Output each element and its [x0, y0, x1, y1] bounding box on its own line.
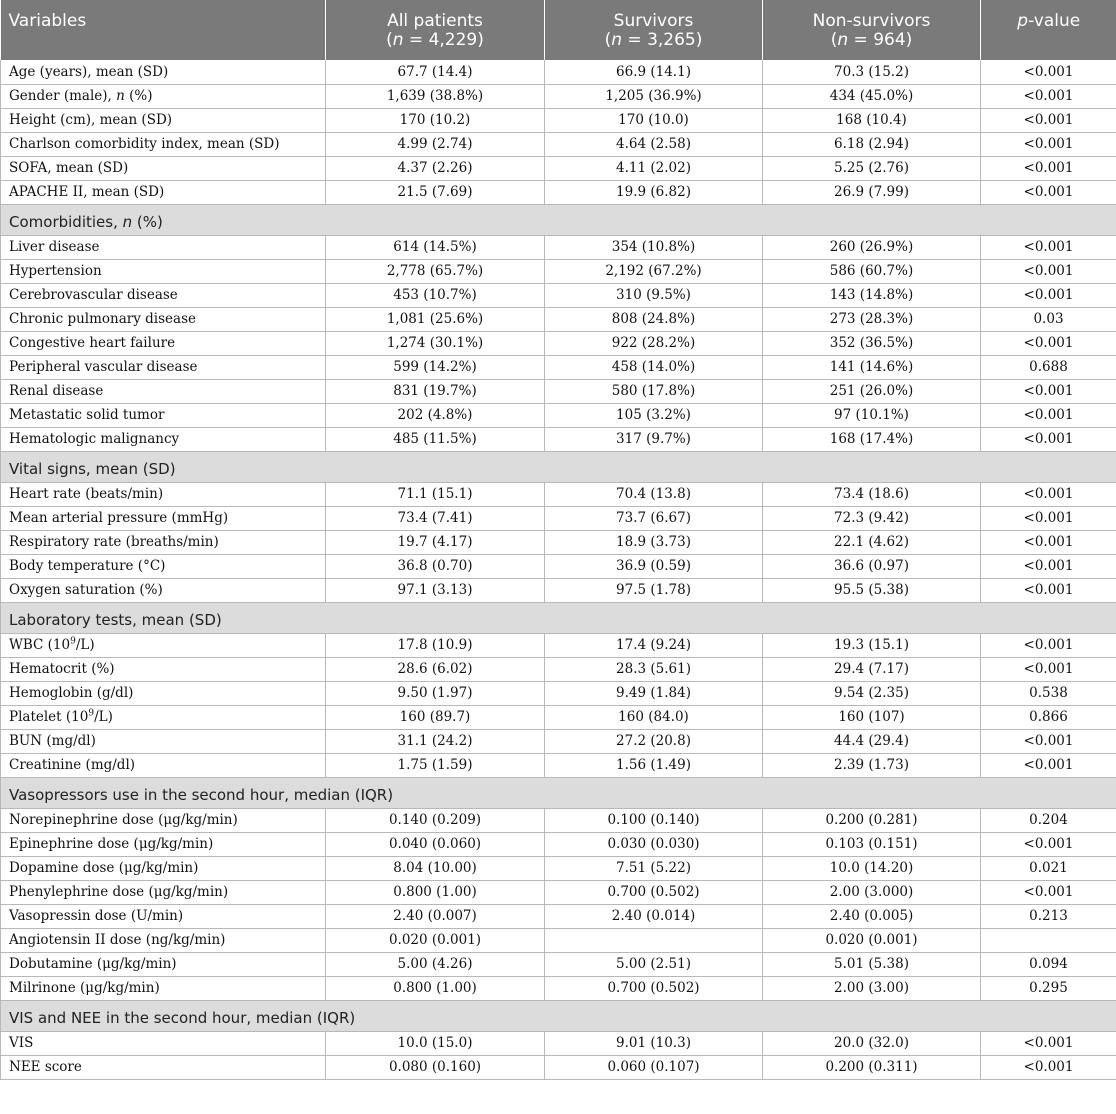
p-value: <0.001 — [981, 180, 1116, 204]
all-patients-value: 17.8 (10.9) — [326, 633, 545, 657]
all-patients-value: 1,274 (30.1%) — [326, 331, 545, 355]
p-value: <0.001 — [981, 331, 1116, 355]
table-row — [1, 482, 1116, 506]
non-survivors-value: 2.00 (3.00) — [763, 976, 981, 1000]
p-value: 0.295 — [981, 976, 1116, 1000]
p-value: <0.001 — [981, 84, 1116, 108]
table-row — [1, 976, 1116, 1000]
survivors-value: 0.060 (0.107) — [545, 1055, 763, 1079]
variable-label: Dobutamine (μg/kg/min) — [1, 952, 326, 976]
header-non-survivors-count: = 964) — [848, 30, 913, 50]
survivors-value: 2,192 (67.2%) — [545, 259, 763, 283]
p-value: 0.866 — [981, 705, 1116, 729]
all-patients-value: 4.37 (2.26) — [326, 156, 545, 180]
p-value: <0.001 — [981, 753, 1116, 777]
variable-label: Height (cm), mean (SD) — [1, 108, 326, 132]
all-patients-value: 0.140 (0.209) — [326, 808, 545, 832]
variable-label: Mean arterial pressure (mmHg) — [1, 506, 326, 530]
survivors-value: 808 (24.8%) — [545, 307, 763, 331]
section-title: Vital signs, mean (SD) — [1, 451, 1116, 482]
all-patients-value: 8.04 (10.00) — [326, 856, 545, 880]
variable-label: Liver disease — [1, 235, 326, 259]
non-survivors-value: 352 (36.5%) — [763, 331, 981, 355]
p-value: <0.001 — [981, 832, 1116, 856]
p-value: <0.001 — [981, 729, 1116, 753]
p-value: <0.001 — [981, 283, 1116, 307]
non-survivors-value: 0.200 (0.281) — [763, 808, 981, 832]
header-all-n: n — [392, 30, 404, 50]
p-value: <0.001 — [981, 578, 1116, 602]
table-row — [1, 578, 1116, 602]
non-survivors-value: 2.00 (3.000) — [763, 880, 981, 904]
section-title-part: Comorbidities, — [9, 212, 123, 231]
section-title: Vasopressors use in the second hour, median (IQR) — [1, 777, 1116, 808]
p-value: 0.213 — [981, 904, 1116, 928]
survivors-value: 105 (3.2%) — [545, 403, 763, 427]
all-patients-value: 202 (4.8%) — [326, 403, 545, 427]
all-patients-value: 21.5 (7.69) — [326, 180, 545, 204]
variable-label: Hematocrit (%) — [1, 657, 326, 681]
section-header-vasopressors — [1, 777, 1116, 808]
all-patients-value: 0.040 (0.060) — [326, 832, 545, 856]
variable-label: Creatinine (mg/dl) — [1, 753, 326, 777]
variable-label: VIS — [1, 1031, 326, 1055]
non-survivors-value: 434 (45.0%) — [763, 84, 981, 108]
non-survivors-value: 97 (10.1%) — [763, 403, 981, 427]
all-patients-value: 0.800 (1.00) — [326, 976, 545, 1000]
variable-label: Charlson comorbidity index, mean (SD) — [1, 132, 326, 156]
p-value: <0.001 — [981, 657, 1116, 681]
all-patients-value: 10.0 (15.0) — [326, 1031, 545, 1055]
header-survivors-n: n — [611, 30, 623, 50]
table-row — [1, 952, 1116, 976]
non-survivors-value: 141 (14.6%) — [763, 355, 981, 379]
non-survivors-value: 2.39 (1.73) — [763, 753, 981, 777]
variable-label — [1, 84, 326, 108]
survivors-value: 18.9 (3.73) — [545, 530, 763, 554]
label-part: Platelet (10 — [9, 709, 89, 725]
table-row — [1, 283, 1116, 307]
label-part: /L) — [75, 637, 95, 653]
header-all-count: = 4,229) — [403, 30, 484, 50]
variable-label: Oxygen saturation (%) — [1, 578, 326, 602]
survivors-value: 922 (28.2%) — [545, 331, 763, 355]
table-row — [1, 554, 1116, 578]
non-survivors-value: 22.1 (4.62) — [763, 530, 981, 554]
p-value: 0.538 — [981, 681, 1116, 705]
survivors-value: 7.51 (5.22) — [545, 856, 763, 880]
variable-label — [1, 633, 326, 657]
all-patients-value: 0.800 (1.00) — [326, 880, 545, 904]
non-survivors-value: 72.3 (9.42) — [763, 506, 981, 530]
all-patients-value: 1.75 (1.59) — [326, 753, 545, 777]
survivors-value: 97.5 (1.78) — [545, 578, 763, 602]
header-survivors: Survivors (n = 3,265) — [545, 0, 763, 60]
non-survivors-value: 251 (26.0%) — [763, 379, 981, 403]
all-patients-value: 0.020 (0.001) — [326, 928, 545, 952]
non-survivors-value: 168 (17.4%) — [763, 427, 981, 451]
variable-label: SOFA, mean (SD) — [1, 156, 326, 180]
section-title: VIS and NEE in the second hour, median (IQR) — [1, 1000, 1116, 1031]
non-survivors-value: 0.200 (0.311) — [763, 1055, 981, 1079]
non-survivors-value: 20.0 (32.0) — [763, 1031, 981, 1055]
survivors-value: 310 (9.5%) — [545, 283, 763, 307]
table-row — [1, 307, 1116, 331]
label-superscript: 9 — [88, 708, 95, 719]
all-patients-value: 71.1 (15.1) — [326, 482, 545, 506]
p-value: <0.001 — [981, 506, 1116, 530]
survivors-value: 354 (10.8%) — [545, 235, 763, 259]
survivors-value — [545, 928, 763, 952]
p-value: <0.001 — [981, 60, 1116, 84]
non-survivors-value: 44.4 (29.4) — [763, 729, 981, 753]
non-survivors-value: 160 (107) — [763, 705, 981, 729]
table-row — [1, 331, 1116, 355]
all-patients-value: 614 (14.5%) — [326, 235, 545, 259]
table-row — [1, 880, 1116, 904]
p-value: <0.001 — [981, 530, 1116, 554]
non-survivors-value: 260 (26.9%) — [763, 235, 981, 259]
table-row — [1, 506, 1116, 530]
section-header-vis-nee — [1, 1000, 1116, 1031]
table-row — [1, 705, 1116, 729]
variable-label: Heart rate (beats/min) — [1, 482, 326, 506]
all-patients-value: 67.7 (14.4) — [326, 60, 545, 84]
survivors-value: 317 (9.7%) — [545, 427, 763, 451]
table-row — [1, 633, 1116, 657]
all-patients-value: 4.99 (2.74) — [326, 132, 545, 156]
all-patients-value: 5.00 (4.26) — [326, 952, 545, 976]
variable-label: Epinephrine dose (μg/kg/min) — [1, 832, 326, 856]
variable-label: APACHE II, mean (SD) — [1, 180, 326, 204]
variable-label: Dopamine dose (μg/kg/min) — [1, 856, 326, 880]
survivors-value: 5.00 (2.51) — [545, 952, 763, 976]
label-italic-n: n — [116, 88, 125, 104]
table-row — [1, 180, 1116, 204]
non-survivors-value: 6.18 (2.94) — [763, 132, 981, 156]
variable-label: Norepinephrine dose (μg/kg/min) — [1, 808, 326, 832]
variable-label: NEE score — [1, 1055, 326, 1079]
section-header-comorbidities — [1, 204, 1116, 235]
survivors-value: 17.4 (9.24) — [545, 633, 763, 657]
table-row — [1, 60, 1116, 84]
survivors-value: 0.030 (0.030) — [545, 832, 763, 856]
survivors-value: 73.7 (6.67) — [545, 506, 763, 530]
all-patients-value: 1,639 (38.8%) — [326, 84, 545, 108]
table-row — [1, 84, 1116, 108]
non-survivors-value: 2.40 (0.005) — [763, 904, 981, 928]
p-value: <0.001 — [981, 1031, 1116, 1055]
p-value: <0.001 — [981, 132, 1116, 156]
p-value — [981, 928, 1116, 952]
all-patients-value: 0.080 (0.160) — [326, 1055, 545, 1079]
table-row — [1, 259, 1116, 283]
table-row — [1, 156, 1116, 180]
table-row — [1, 1055, 1116, 1079]
variable-label: Body temperature (°C) — [1, 554, 326, 578]
section-title-italic: n — [122, 212, 133, 231]
table-row — [1, 1031, 1116, 1055]
header-survivors-label: Survivors — [613, 11, 694, 31]
variable-label: Phenylephrine dose (μg/kg/min) — [1, 880, 326, 904]
non-survivors-value: 9.54 (2.35) — [763, 681, 981, 705]
survivors-value: 580 (17.8%) — [545, 379, 763, 403]
header-non-survivors: Non-survivors (n = 964) — [763, 0, 981, 60]
non-survivors-value: 5.25 (2.76) — [763, 156, 981, 180]
all-patients-value: 485 (11.5%) — [326, 427, 545, 451]
header-p-rest: -value — [1028, 11, 1081, 31]
label-part: Gender (male), — [9, 88, 117, 104]
variable-label: Peripheral vascular disease — [1, 355, 326, 379]
table-row — [1, 108, 1116, 132]
table-row — [1, 427, 1116, 451]
label-superscript: 9 — [70, 636, 76, 647]
p-value: <0.001 — [981, 156, 1116, 180]
all-patients-value: 2.40 (0.007) — [326, 904, 545, 928]
all-patients-value: 831 (19.7%) — [326, 379, 545, 403]
non-survivors-value: 5.01 (5.38) — [763, 952, 981, 976]
variable-label: Hypertension — [1, 259, 326, 283]
survivors-value: 36.9 (0.59) — [545, 554, 763, 578]
survivors-value: 66.9 (14.1) — [545, 60, 763, 84]
p-value: <0.001 — [981, 403, 1116, 427]
p-value: 0.021 — [981, 856, 1116, 880]
non-survivors-value: 73.4 (18.6) — [763, 482, 981, 506]
label-part: /L) — [94, 709, 113, 725]
section-header-vital-signs — [1, 451, 1116, 482]
table-row — [1, 530, 1116, 554]
non-survivors-value: 168 (10.4) — [763, 108, 981, 132]
non-survivors-value: 26.9 (7.99) — [763, 180, 981, 204]
all-patients-value: 19.7 (4.17) — [326, 530, 545, 554]
non-survivors-value: 10.0 (14.20) — [763, 856, 981, 880]
survivors-value: 1.56 (1.49) — [545, 753, 763, 777]
survivors-value: 458 (14.0%) — [545, 355, 763, 379]
table-row — [1, 379, 1116, 403]
p-value: <0.001 — [981, 554, 1116, 578]
table-row — [1, 928, 1116, 952]
survivors-value: 0.100 (0.140) — [545, 808, 763, 832]
non-survivors-value: 586 (60.7%) — [763, 259, 981, 283]
header-p-italic: p — [1017, 11, 1029, 31]
p-value: <0.001 — [981, 482, 1116, 506]
p-value: <0.001 — [981, 633, 1116, 657]
section-title — [1, 204, 1116, 235]
survivors-value: 160 (84.0) — [545, 705, 763, 729]
survivors-value: 1,205 (36.9%) — [545, 84, 763, 108]
all-patients-value: 73.4 (7.41) — [326, 506, 545, 530]
survivors-value: 19.9 (6.82) — [545, 180, 763, 204]
all-patients-value: 97.1 (3.13) — [326, 578, 545, 602]
variable-label: Renal disease — [1, 379, 326, 403]
variable-label: Respiratory rate (breaths/min) — [1, 530, 326, 554]
survivors-value: 28.3 (5.61) — [545, 657, 763, 681]
survivors-value: 0.700 (0.502) — [545, 976, 763, 1000]
survivors-value: 70.4 (13.8) — [545, 482, 763, 506]
table-row — [1, 657, 1116, 681]
header-p-value — [981, 0, 1116, 60]
header-survivors-count: = 3,265) — [622, 30, 703, 50]
header-non-survivors-n: n — [837, 30, 849, 50]
variable-label: Angiotensin II dose (ng/kg/min) — [1, 928, 326, 952]
non-survivors-value: 0.020 (0.001) — [763, 928, 981, 952]
p-value: <0.001 — [981, 1055, 1116, 1079]
p-value: 0.03 — [981, 307, 1116, 331]
all-patients-value: 9.50 (1.97) — [326, 681, 545, 705]
variable-label — [1, 705, 326, 729]
all-patients-value: 36.8 (0.70) — [326, 554, 545, 578]
variable-label: Vasopressin dose (U/min) — [1, 904, 326, 928]
label-part: WBC (10 — [9, 637, 71, 653]
table-row — [1, 856, 1116, 880]
all-patients-value: 1,081 (25.6%) — [326, 307, 545, 331]
header-variables: Variables — [1, 0, 326, 60]
label-part: (%) — [124, 88, 153, 104]
p-value: <0.001 — [981, 427, 1116, 451]
variable-label: Hematologic malignancy — [1, 427, 326, 451]
section-title-part: (%) — [132, 212, 163, 231]
non-survivors-value: 19.3 (15.1) — [763, 633, 981, 657]
all-patients-value: 31.1 (24.2) — [326, 729, 545, 753]
table-row — [1, 832, 1116, 856]
table-row — [1, 808, 1116, 832]
variable-label: Age (years), mean (SD) — [1, 60, 326, 84]
table-row — [1, 403, 1116, 427]
p-value: <0.001 — [981, 379, 1116, 403]
variable-label: Metastatic solid tumor — [1, 403, 326, 427]
survivors-value: 0.700 (0.502) — [545, 880, 763, 904]
non-survivors-value: 273 (28.3%) — [763, 307, 981, 331]
survivors-value: 170 (10.0) — [545, 108, 763, 132]
non-survivors-value: 36.6 (0.97) — [763, 554, 981, 578]
non-survivors-value: 143 (14.8%) — [763, 283, 981, 307]
header-non-survivors-label: Non-survivors — [812, 11, 931, 31]
p-value: 0.688 — [981, 355, 1116, 379]
variable-label: BUN (mg/dl) — [1, 729, 326, 753]
all-patients-value: 170 (10.2) — [326, 108, 545, 132]
variable-label: Cerebrovascular disease — [1, 283, 326, 307]
all-patients-value: 453 (10.7%) — [326, 283, 545, 307]
p-value: <0.001 — [981, 259, 1116, 283]
survivors-value: 9.49 (1.84) — [545, 681, 763, 705]
table-row — [1, 355, 1116, 379]
all-patients-value: 28.6 (6.02) — [326, 657, 545, 681]
p-value: <0.001 — [981, 880, 1116, 904]
non-survivors-value: 70.3 (15.2) — [763, 60, 981, 84]
survivors-value: 4.11 (2.02) — [545, 156, 763, 180]
all-patients-value: 160 (89.7) — [326, 705, 545, 729]
all-patients-value: 599 (14.2%) — [326, 355, 545, 379]
table-row — [1, 132, 1116, 156]
non-survivors-value: 29.4 (7.17) — [763, 657, 981, 681]
survivors-value: 4.64 (2.58) — [545, 132, 763, 156]
table-row — [1, 753, 1116, 777]
survivors-value: 9.01 (10.3) — [545, 1031, 763, 1055]
variable-label: Milrinone (μg/kg/min) — [1, 976, 326, 1000]
variable-label: Chronic pulmonary disease — [1, 307, 326, 331]
table-row — [1, 729, 1116, 753]
p-value: <0.001 — [981, 235, 1116, 259]
variable-label: Congestive heart failure — [1, 331, 326, 355]
table-row — [1, 904, 1116, 928]
p-value: 0.204 — [981, 808, 1116, 832]
header-all-patients: All patients (n = 4,229) — [326, 0, 545, 60]
section-header-laboratory-tests — [1, 602, 1116, 633]
non-survivors-value: 0.103 (0.151) — [763, 832, 981, 856]
variable-label: Hemoglobin (g/dl) — [1, 681, 326, 705]
header-all-label: All patients — [387, 11, 483, 31]
all-patients-value: 2,778 (65.7%) — [326, 259, 545, 283]
survivors-value: 2.40 (0.014) — [545, 904, 763, 928]
p-value: <0.001 — [981, 108, 1116, 132]
p-value: 0.094 — [981, 952, 1116, 976]
non-survivors-value: 95.5 (5.38) — [763, 578, 981, 602]
section-title: Laboratory tests, mean (SD) — [1, 602, 1116, 633]
table-row — [1, 681, 1116, 705]
survivors-value: 27.2 (20.8) — [545, 729, 763, 753]
header-row — [1, 0, 1116, 60]
table-row — [1, 235, 1116, 259]
